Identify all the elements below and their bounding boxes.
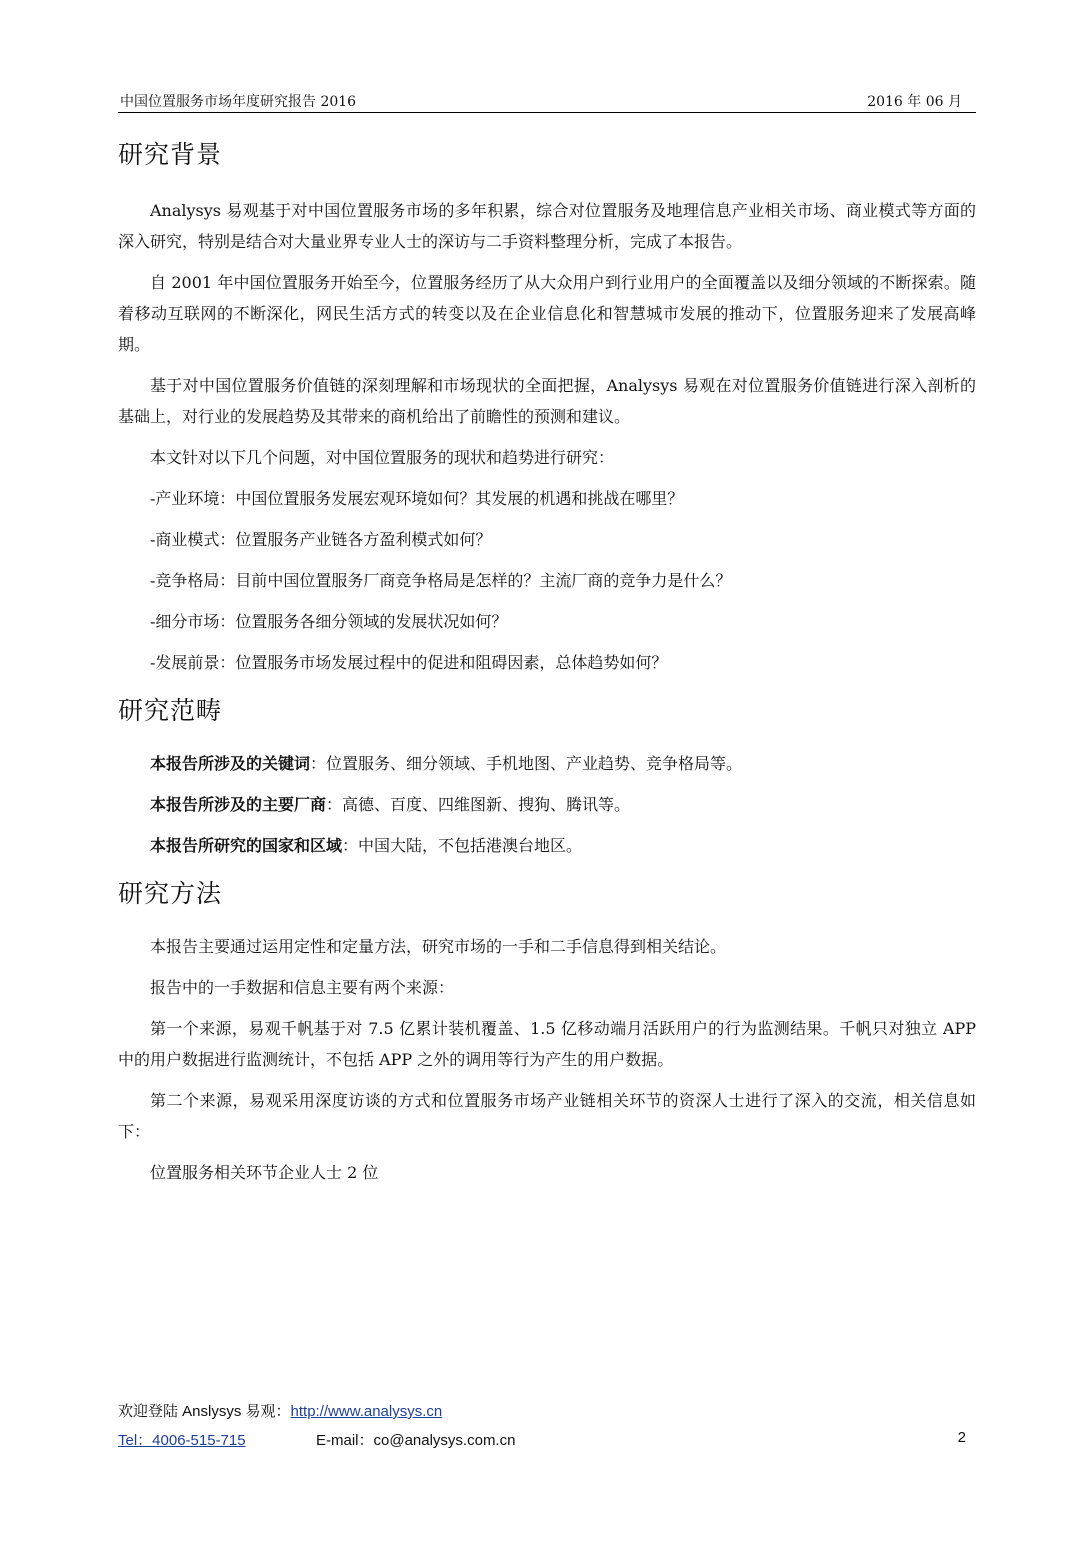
main-content — [118, 136, 976, 1202]
report-date: 2016 年 06 月 — [867, 94, 962, 110]
page-number: 2 — [957, 1429, 966, 1446]
section-heading: 研究范畴 — [118, 696, 223, 725]
question-item: -竞争格局：目前中国位置服务厂商竞争格局是怎样的？主流厂商的竞争力是什么？ — [150, 571, 732, 590]
question-item: -细分市场：位置服务各细分领域的发展状况如何？ — [150, 612, 508, 631]
question-item: -发展前景：位置服务市场发展过程中的促进和阻碍因素，总体趋势如何？ — [150, 653, 668, 672]
footer-welcome-row — [118, 1400, 442, 1421]
scope-value: ：中国大陆，不包括港澳台地区。 — [342, 836, 583, 855]
footer-welcome-text: 欢迎登陆 Anslysys 易观： — [118, 1403, 291, 1420]
section-method — [118, 875, 976, 1188]
scope-item — [118, 789, 976, 820]
paragraph: 本文针对以下几个问题，对中国位置服务的现状和趋势进行研究： — [150, 448, 615, 467]
page-header — [118, 88, 976, 113]
section-scope — [118, 692, 976, 861]
scope-label: 本报告所研究的国家和区域 — [150, 836, 343, 855]
website-link[interactable]: http://www.analysys.cn — [290, 1403, 443, 1420]
paragraph: 第一个来源，易观千帆基于对 7.5 亿累计装机覆盖、1.5 亿移动端月活跃用户的行为监测结果。千帆只对独立 APP 中的用户数据进行监测统计，不包括 APP 之外的调用等行为产生的用户数据。 — [118, 1019, 976, 1069]
question-item: -商业模式：位置服务产业链各方盈利模式如何？ — [150, 530, 492, 549]
section-heading: 研究背景 — [118, 140, 223, 169]
scope-item — [118, 748, 976, 779]
scope-value: ：位置服务、细分领域、手机地图、产业趋势、竞争格局等。 — [310, 754, 743, 773]
section-heading: 研究方法 — [118, 879, 223, 908]
section-background — [118, 136, 976, 678]
tel-link[interactable]: Tel：4006-515-715 — [118, 1432, 246, 1449]
paragraph: 本报告主要通过运用定性和定量方法，研究市场的一手和二手信息得到相关结论。 — [150, 937, 727, 956]
scope-label: 本报告所涉及的关键词 — [150, 754, 311, 773]
scope-value: ：高德、百度、四维图新、搜狗、腾讯等。 — [326, 795, 631, 814]
paragraph: Analysys 易观基于对中国位置服务市场的多年积累，综合对位置服务及地理信息产业相关市场、商业模式等方面的深入研究，特别是结合对大量业界专业人士的深访与二手资料整理分析，完成了本报告。 — [118, 201, 976, 251]
footer-contact-row — [118, 1429, 976, 1450]
scope-label: 本报告所涉及的主要厂商 — [150, 795, 327, 814]
paragraph: 位置服务相关环节企业人士 2 位 — [150, 1163, 379, 1182]
scope-item — [118, 830, 976, 861]
paragraph: 自 2001 年中国位置服务开始至今，位置服务经历了从大众用户到行业用户的全面覆盖以及细分领域的不断探索。随着移动互联网的不断深化，网民生活方式的转变以及在企业信息化和智慧城市发展的推动下，位置服务迎来了发展高峰期。 — [118, 273, 976, 354]
paragraph: 基于对中国位置服务价值链的深刻理解和市场现状的全面把握，Analysys 易观在对位置服务价值链进行深入剖析的基础上，对行业的发展趋势及其带来的商机给出了前瞻性的预测和建议。 — [118, 376, 976, 426]
question-item: -产业环境：中国位置服务发展宏观环境如何？其发展的机遇和挑战在哪里？ — [150, 489, 684, 508]
report-title: 中国位置服务市场年度研究报告 2016 — [120, 94, 357, 110]
paragraph: 报告中的一手数据和信息主要有两个来源： — [150, 978, 455, 997]
paragraph: 第二个来源，易观采用深度访谈的方式和位置服务市场产业链相关环节的资深人士进行了深入的交流，相关信息如下： — [118, 1091, 976, 1141]
email-text: E-mail：co@analysys.com.cn — [316, 1432, 516, 1449]
